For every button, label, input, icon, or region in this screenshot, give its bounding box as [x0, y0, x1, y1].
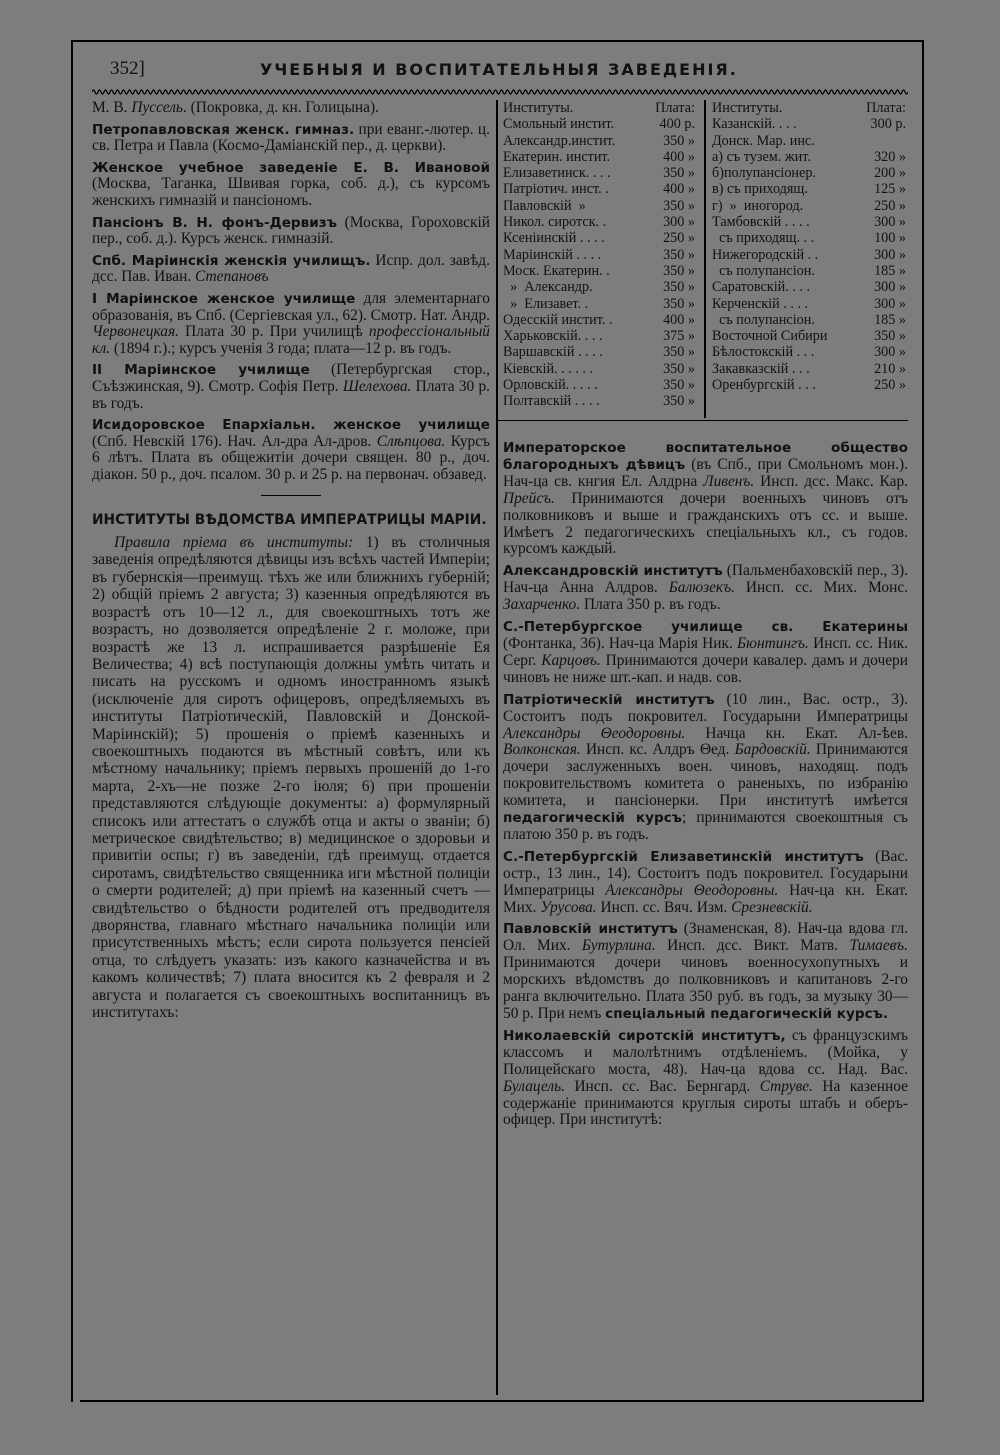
- entry-text: Принимаются дочери кавалер. дамъ и дочери чиновъ не ниже шт.-кап. и надв. сов.: [503, 651, 908, 686]
- person-name: Степановъ: [195, 268, 269, 286]
- entry-text: Плата 350 р. въ годъ.: [580, 596, 721, 614]
- person-name: Пуссель: [131, 99, 183, 116]
- fee-value: 350 »: [663, 279, 695, 296]
- table-row: [503, 279, 695, 295]
- entry-title: С.-Петербургскій Елизаветинскій институтъ: [503, 848, 864, 865]
- fee-value: 320 »: [874, 148, 906, 165]
- column-header-institutes: Институты.: [712, 100, 783, 116]
- fee-value: 300 »: [874, 344, 906, 361]
- fee-value: 350 »: [663, 295, 695, 312]
- entry-text: Принимаются дочери военныхъ чиновъ отъ полковниковъ и выше и гражданскихъ отъ сс. и выше. Имѣетъ 2 педагогическихъ спеціальныхъ кл., съ годов. курсомъ каждый.: [503, 489, 908, 558]
- fee-value: 350 »: [663, 165, 695, 182]
- person-name: Карцовъ.: [541, 651, 601, 669]
- institute-name: Екатерин. инстит.: [503, 148, 611, 165]
- entry-title: Исидоровское Епархіальн. женское училище: [92, 417, 490, 434]
- entry-text: съ французскимъ классомъ и малолѣтнимъ отдѣленіемъ. (Мойка, у Полицейскаго моста, 48). Нач-ца вдова сс. Над. Вас.: [503, 1026, 908, 1078]
- person-name: Александры Θеодоровны.: [503, 724, 686, 742]
- table-header-row: [503, 100, 695, 116]
- entry-title: С.-Петербургское училище св. Екатерины: [503, 619, 908, 636]
- person-name: Бардовскій.: [734, 741, 811, 759]
- entry-text: (10 лин., Вас. остр., 3). Состоитъ подъ покровител. Государыни Императрицы: [503, 690, 908, 725]
- right-column: [503, 440, 908, 1134]
- institute-name: Донск. Мар. инс.: [712, 132, 815, 149]
- table-row: [503, 149, 695, 165]
- person-name: Александры Θеодоровны.: [605, 881, 779, 899]
- table-row: [712, 181, 906, 197]
- table-row: [712, 361, 906, 377]
- fee-value: 375 »: [663, 328, 695, 345]
- text: М. В.: [92, 99, 132, 116]
- entry-text: ; принимаются своекоштныя съ платою 350 р. въ годъ.: [503, 809, 908, 843]
- entry-title: Пансіонъ В. Н. фонъ-Дервизъ: [92, 214, 337, 231]
- entry-petropavl: [92, 122, 490, 155]
- header-wavy-rule: [92, 87, 908, 97]
- fee-value: 350 »: [663, 132, 695, 149]
- institute-name: съ полупансіон.: [712, 262, 815, 279]
- institute-name: Полтавскій . . . .: [503, 393, 600, 410]
- entry-dervis: [92, 215, 490, 248]
- entry-ekaterina-school: [503, 619, 908, 687]
- person-name: Слѣпцова.: [376, 432, 446, 450]
- bottom-rule: [80, 1400, 922, 1402]
- entry-text: (Москва, Таганка, Швивая горка, соб. д.), съ курсомъ женскихъ гимназій и пансіономъ.: [92, 175, 490, 209]
- institute-name: Закавказскій . . .: [712, 360, 810, 377]
- fee-value: 250 »: [874, 377, 906, 394]
- institute-name: » Александр.: [503, 279, 593, 296]
- entry-text: Инсп. сс. Мих. Монс.: [734, 579, 908, 597]
- table-row: [503, 328, 695, 344]
- fee-value: 350 »: [663, 344, 695, 361]
- entry-mariinsk-2: [92, 362, 490, 412]
- fee-value: 350 »: [663, 197, 695, 214]
- institute-name: Кіевскій. . . . . .: [503, 360, 594, 377]
- institute-name: Одесскій инстит. .: [503, 311, 613, 328]
- fees-table-1: [503, 100, 695, 410]
- column-header-fee: Плата:: [866, 100, 906, 116]
- entry-title: Павловскій институтъ: [503, 921, 678, 938]
- entry-text: Испр. дол. завѣд. дсс. Пав. Иван.: [92, 251, 490, 286]
- person-name: Урусова.: [540, 898, 597, 916]
- institute-name: Саратовскій. . . .: [712, 279, 811, 296]
- table-row: [503, 377, 695, 393]
- entry-title: Николаевскій сиротскій институтъ,: [503, 1027, 786, 1044]
- entry-text: Принимаются дочери чиновъ военносухопутныхъ и морскихъ вѣдомствъ до полковниковъ и капитановъ 2-го ранга включительно. Плата 350 руб. въ годъ, за музыку 30—50 р. При немъ: [503, 954, 908, 1022]
- entry-text: Инсп. дсс. Викт. Матв.: [655, 937, 850, 955]
- table-row: [712, 296, 906, 312]
- institute-name: Маріинскій . . . .: [503, 246, 602, 263]
- entry-pavlovsky: [503, 921, 908, 1022]
- fee-value: 350 »: [663, 393, 695, 410]
- institute-name: съ приходящ. . .: [712, 230, 815, 247]
- fee-value: 400 »: [663, 148, 695, 165]
- rules-heading: Правила пріема въ институты:: [114, 534, 354, 552]
- fee-value: 350 »: [663, 377, 695, 394]
- person-name: Червонецкая.: [92, 323, 179, 341]
- entry-patriotic: [503, 692, 908, 844]
- entry-text: Инсп. сс. Вас. Бернгард.: [565, 1077, 760, 1095]
- fee-value: 350 »: [663, 262, 695, 279]
- table-divider: [704, 100, 706, 418]
- entry-text: Начца кн. Екат. Ал-ѣев.: [685, 724, 908, 742]
- table-row: [503, 116, 695, 132]
- institute-name: в) съ приходящ.: [712, 181, 808, 198]
- institute-name: Смольный инстит.: [503, 116, 615, 133]
- institute-name: Варшавскій . . . .: [503, 344, 603, 361]
- institute-name: Бѣлостокскій . . .: [712, 344, 815, 361]
- entry-title: Патріотическій институтъ: [503, 691, 715, 708]
- entry-text: Нач-ца кн. Екат. Мих.: [503, 881, 908, 916]
- entry-text: (Вас. остр., 13 лин., 14). Состоитъ подъ покровител. Государыни Императрицы: [503, 847, 908, 899]
- institute-name: Моск. Екатерин. .: [503, 262, 610, 279]
- entry-elizabeth: [503, 849, 908, 917]
- page-header: [100, 58, 900, 88]
- table-row: [503, 312, 695, 328]
- institute-name: Казанскій. . . .: [712, 116, 797, 133]
- entry-text: при еванг.-лютер. ц. св. Петра и Павла (Космо-Даміанскій пер., д. церкви).: [92, 120, 490, 155]
- fee-value: 185 »: [874, 262, 906, 279]
- institute-name: а) съ тузем. жит.: [712, 148, 811, 165]
- fee-value: 200 »: [874, 165, 906, 182]
- institute-name: Харьковскій. . . .: [503, 328, 603, 345]
- entry-title: Императорское воспитательное общество благородныхъ дѣвицъ: [503, 440, 908, 473]
- table-row: [712, 263, 906, 279]
- entry-pussel: [92, 100, 490, 117]
- fee-value: 210 »: [874, 360, 906, 377]
- entry-mariinsk-1: [92, 291, 490, 357]
- fee-value: 400 р.: [659, 116, 695, 133]
- entry-text: (1894 г.).; курсъ ученія 3 года; плата—12 р. въ годъ.: [110, 339, 452, 357]
- entry-title: II Маріинское училище: [92, 362, 310, 379]
- entry-ivanova: [92, 160, 490, 210]
- fee-value: 300 р.: [870, 116, 906, 133]
- person-name: Шелехова.: [342, 377, 412, 395]
- fee-value: [856, 133, 906, 149]
- person-name: Тимаевъ.: [849, 937, 908, 955]
- entry-text: (Петербургская стор., Съѣзжинская, 9). Смотр. Софія Петр.: [92, 361, 490, 395]
- institute-name: б)полупансіонер.: [712, 165, 816, 182]
- fees-table-2: [712, 100, 906, 393]
- entry-text: (Фонтанка, 36). Нач-ца Марія Ник.: [503, 634, 738, 652]
- fee-value: 350 »: [663, 246, 695, 263]
- fee-value: 125 »: [874, 181, 906, 198]
- table-row: [503, 393, 695, 409]
- institute-name: Нижегородскій . .: [712, 246, 819, 263]
- table-row: [712, 344, 906, 360]
- fee-value: 185 »: [874, 311, 906, 328]
- table-row: [712, 198, 906, 214]
- fee-value: 400 »: [663, 181, 695, 198]
- page-number: 352]: [110, 58, 145, 79]
- entry-text: Курсъ 6 лѣтъ. Плата въ общежитіи дочери священ. 80 р., доч. діакон. 50 р., доч. псалом. 30 р. и 25 р. на первонач. обзавед.: [92, 432, 491, 483]
- entry-title: Александровскій институтъ: [503, 563, 723, 580]
- entry-text: (Спб. Невскій 176). Нач. Ал-дра Ал-дров.: [92, 432, 377, 450]
- table-row: [712, 149, 906, 165]
- institute-name: Восточной Сибири: [712, 328, 828, 345]
- fee-value: 300 »: [663, 214, 695, 231]
- table-row: [712, 247, 906, 263]
- entry-text: Инсп. дсс. Макс. Кар.: [754, 472, 908, 490]
- fee-value: 100 »: [874, 230, 906, 247]
- entry-text: На казенное содержаніе принимаются круглыя сироты штабъ и оберъ-офицер. При институтѣ:: [503, 1077, 908, 1129]
- text: . (Покровка, д. кн. Голицына).: [182, 99, 379, 116]
- table-row: [712, 312, 906, 328]
- column-divider: [496, 100, 498, 1395]
- table-row: [503, 263, 695, 279]
- institute-name: Керченскій . . . .: [712, 295, 809, 312]
- entry-text: (Знаменская, 8). Нач-ца вдова гл. Ол. Мих.: [503, 920, 909, 955]
- institute-name: Елизаветинск. . . .: [503, 165, 611, 182]
- entry-mariinsk: [92, 253, 490, 286]
- entry-text: (Пальменбаховскій пер., 3). Нач-ца Анна Алдров.: [503, 562, 908, 597]
- person-name: Захарченко.: [503, 596, 581, 614]
- entry-text: Инсп. сс. Вяч. Изм.: [596, 898, 732, 916]
- institute-name: Александр.инстит.: [503, 132, 616, 149]
- admission-rules: [92, 534, 490, 1021]
- table-row: [712, 133, 906, 149]
- table-row: [503, 361, 695, 377]
- entry-alexandrovsky: [503, 563, 908, 614]
- fee-value: 300 »: [874, 279, 906, 296]
- entry-text: Инсп. кс. Алдръ Θед.: [580, 741, 735, 759]
- person-name: Срезневскій.: [731, 898, 813, 916]
- entry-text: (Москва, Гороховскій пер., соб. д.). Курсъ женск. гимназій.: [92, 213, 490, 248]
- table-row: [712, 230, 906, 246]
- institute-name: Оренбургскій . . .: [712, 377, 816, 394]
- institute-name: Ксеніинскій . . . .: [503, 230, 605, 247]
- person-name: Прейсъ.: [503, 489, 555, 507]
- person-name: Булацель.: [503, 1077, 565, 1095]
- table-row: [712, 165, 906, 181]
- bold-text: спеціальный педагогическій курсъ.: [605, 1006, 889, 1022]
- fee-value: 400 »: [663, 311, 695, 328]
- fee-value: 350 »: [663, 360, 695, 377]
- institute-name: г) » иногород.: [712, 197, 804, 214]
- table-bottom-rule: [498, 420, 908, 421]
- table-row: [503, 214, 695, 230]
- person-name: Волконская.: [503, 741, 581, 759]
- entry-text: Плата 30 р. При училищѣ: [178, 323, 369, 341]
- person-name: Бутурлина.: [581, 937, 656, 955]
- column-header-fee: Плата:: [655, 100, 695, 116]
- table-row: [503, 181, 695, 197]
- page-title: УЧЕБНЫЯ И ВОСПИТАТЕЛЬНЫЯ ЗАВЕДЕНІЯ.: [260, 60, 738, 79]
- institute-name: Патріотич. инст. .: [503, 181, 609, 198]
- bold-text: педагогическій курсъ: [503, 810, 682, 827]
- left-column: [92, 100, 490, 1026]
- entry-title: Петропавловская женск. гимназ.: [92, 121, 355, 138]
- entry-isidor: [92, 417, 490, 483]
- entry-text: для элементарнаго образованія, въ Спб. (Сергіевская ул., 62). Смотр. Нат. Андр.: [92, 289, 490, 324]
- entry-title: Спб. Маріинскія женскія училищъ.: [92, 252, 371, 269]
- italic-text: профессіональный кл.: [92, 323, 490, 357]
- table-row: [503, 247, 695, 263]
- table-row: [503, 230, 695, 246]
- fee-value: 300 »: [874, 295, 906, 312]
- entry-nikolaevsky: [503, 1028, 908, 1129]
- institute-name: съ полупансіон.: [712, 311, 815, 328]
- table-row: [712, 377, 906, 393]
- person-name: Балюзекъ.: [668, 579, 735, 597]
- section-heading: ИНСТИТУТЫ ВѢДОМСТВА ИМПЕРАТРИЦЫ МАРІИ.: [92, 512, 487, 529]
- institute-name: Павловскій »: [503, 197, 586, 214]
- entry-title: Женское учебное заведеніе Е. В. Ивановой: [92, 159, 490, 176]
- person-name: Ливенъ.: [703, 472, 755, 490]
- entry-text: Инсп. сс. Ник. Серг.: [503, 634, 908, 669]
- table-row: [712, 116, 906, 132]
- table-row: [712, 328, 906, 344]
- institute-name: Орловскій. . . . .: [503, 377, 598, 394]
- section-separator: [261, 495, 321, 496]
- table-row: [712, 279, 906, 295]
- table-row: [712, 214, 906, 230]
- person-name: Бюнтингъ.: [737, 634, 809, 652]
- table-row: [503, 296, 695, 312]
- fee-value: 250 »: [663, 230, 695, 247]
- table-row: [503, 133, 695, 149]
- table-row: [503, 165, 695, 181]
- entry-text: (въ Спб., при Смольномъ мон.). Нач-ца св. кнгия Ел. Алдрна: [503, 455, 908, 490]
- entry-smolny-society: [503, 440, 908, 558]
- entry-text: Плата 30 р. въ годъ.: [92, 377, 491, 412]
- institute-name: Тамбовскій . . . .: [712, 214, 810, 231]
- column-header-institutes: Институты.: [503, 100, 574, 116]
- entry-text: Принимаются дочери заслуженныхъ воен. чиновъ, находящ. подъ покровительствомъ комитета о раненыхъ, по избранію комитета, и пансіонерки. При институтѣ имѣется: [503, 741, 909, 810]
- person-name: Струве.: [759, 1077, 813, 1095]
- entry-title: I Маріинское женское училище: [92, 290, 356, 307]
- institute-name: » Елизавет. .: [503, 295, 589, 312]
- rules-text: 1) въ столичныя заведенія опредѣляются дѣвицы изъ всѣхъ частей Имперіи; въ губернскія—преимущ. тѣхъ же или ближнихъ губерній; 2) общій пріемъ 2 августа; 3) казенныя опредѣляются въ возрастѣ отъ 10—12 л., для своекоштныхъ тотъ же возрастъ, но дозволяется опредѣленіе 2 г. моложе, при возрастѣ же 13 л. испрашивается разрѣшеніе Ея Величества; 4) всѣ поступающія должны умѣть читать и писать на русскомъ и одномъ иностранномъ языкѣ (исключеніе для сиротъ офицеровъ, опредѣляемыхъ въ институты Патріотическій, Павловскій и Донской-Маріинскій); 5) прошенія о пріемѣ казенныхъ и своекоштныхъ подаются въ мѣстный совѣтъ, или къ мѣстному начальнику; пріемъ первыхъ прошеній до 1-го марта, 2-хъ—не позже 2-го іюля; 6) при прошеніи представляются слѣдующіе документы: а) формулярный списокъ или аттестатъ о службѣ отца и акты о званіи; б) метрическое свидѣтельство; в) медицинское о здоровьи и привитіи оспы; г) въ заведеніи, гдѣ преимущ. отдается сиротамъ, свидѣтельство священника иги мѣстной полиціи о смерти родителей; д) при пріемѣ на казенный счетъ — свидѣтельство о бѣдности родителей отъ предводителя дворянства, главнаго мѣстнаго начальника полиціи или присутственныхъ мѣстъ; если сирота пользуется пенсіей отца, то слѣдуетъ указать: изъ какого казначейства и въ какомъ количествѣ; 7) плата вносится къ 2 февраля и 2 августа и полагается съ своекоштныхъ воспитанницъ въ институтахъ:: [92, 534, 490, 1022]
- fee-value: 250 »: [874, 197, 906, 214]
- table-row: [503, 344, 695, 360]
- fee-value: 300 »: [874, 246, 906, 263]
- institute-name: Никол. сиротск. .: [503, 214, 607, 231]
- fee-value: 350 »: [874, 328, 906, 345]
- table-header-row: [712, 100, 906, 116]
- fee-value: 300 »: [874, 214, 906, 231]
- table-row: [503, 198, 695, 214]
